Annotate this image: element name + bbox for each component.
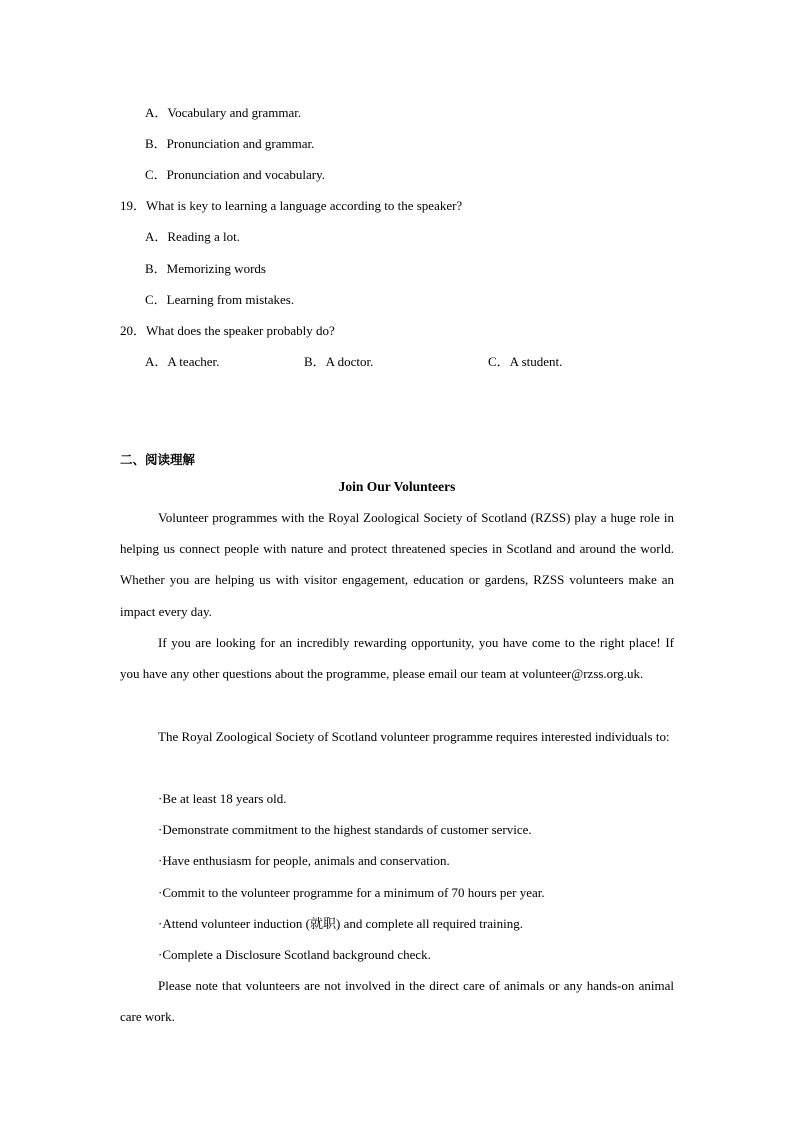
requirement-item: ·Attend volunteer induction (就职) and complete all required training. bbox=[158, 916, 523, 931]
article-title: Join Our Volunteers bbox=[338, 479, 456, 494]
q18-option-c: C．Pronunciation and vocabulary. bbox=[145, 167, 326, 182]
paragraph-1-text: Volunteer programmes with the Royal Zoological Society of Scotland (RZSS) play a huge role in helping us connect people with nature and protect threatened species in Scotland and around the world. Whether you are helping us with visitor engagement, education or gardens, RZSS volunteers make an impact every day. bbox=[120, 510, 674, 619]
q19-option-a: A．Reading a lot. bbox=[145, 229, 240, 244]
paragraph-3-text: The Royal Zoological Society of Scotland volunteer programme requires interested individuals to: bbox=[158, 729, 670, 744]
article-paragraph-3 bbox=[120, 721, 674, 752]
q20-option-c: C．A student. bbox=[488, 354, 563, 369]
article-paragraph-2 bbox=[120, 627, 674, 689]
q19-option-c: C．Learning from mistakes. bbox=[145, 292, 295, 307]
section-heading: 二、阅读理解 bbox=[120, 452, 196, 467]
q18-option-a: A．Vocabulary and grammar. bbox=[145, 105, 302, 120]
q19-option-b: B．Memorizing words bbox=[145, 261, 266, 276]
q20-option-b: B．A doctor. bbox=[304, 354, 374, 369]
requirement-item: ·Commit to the volunteer programme for a minimum of 70 hours per year. bbox=[158, 885, 545, 900]
requirement-item: ·Be at least 18 years old. bbox=[158, 791, 287, 806]
article-paragraph-4 bbox=[120, 970, 674, 1032]
requirement-item: ·Demonstrate commitment to the highest standards of customer service. bbox=[158, 822, 532, 837]
requirement-item: ·Complete a Disclosure Scotland background check. bbox=[158, 947, 431, 962]
q20-question: 20．What does the speaker probably do? bbox=[120, 323, 335, 338]
paragraph-2-text: If you are looking for an incredibly rewarding opportunity, you have come to the right place! If you have any other questions about the programme, please email our team at volunteer@rzss.org.uk. bbox=[120, 635, 674, 682]
paragraph-4-text: Please note that volunteers are not involved in the direct care of animals or any hands-on animal care work. bbox=[120, 978, 674, 1025]
q20-option-a: A．A teacher. bbox=[145, 354, 220, 369]
requirement-item: ·Have enthusiasm for people, animals and conservation. bbox=[158, 853, 450, 868]
q19-question: 19．What is key to learning a language according to the speaker? bbox=[120, 198, 463, 213]
q18-option-b: B．Pronunciation and grammar. bbox=[145, 136, 315, 151]
article-paragraph-1 bbox=[120, 502, 674, 627]
